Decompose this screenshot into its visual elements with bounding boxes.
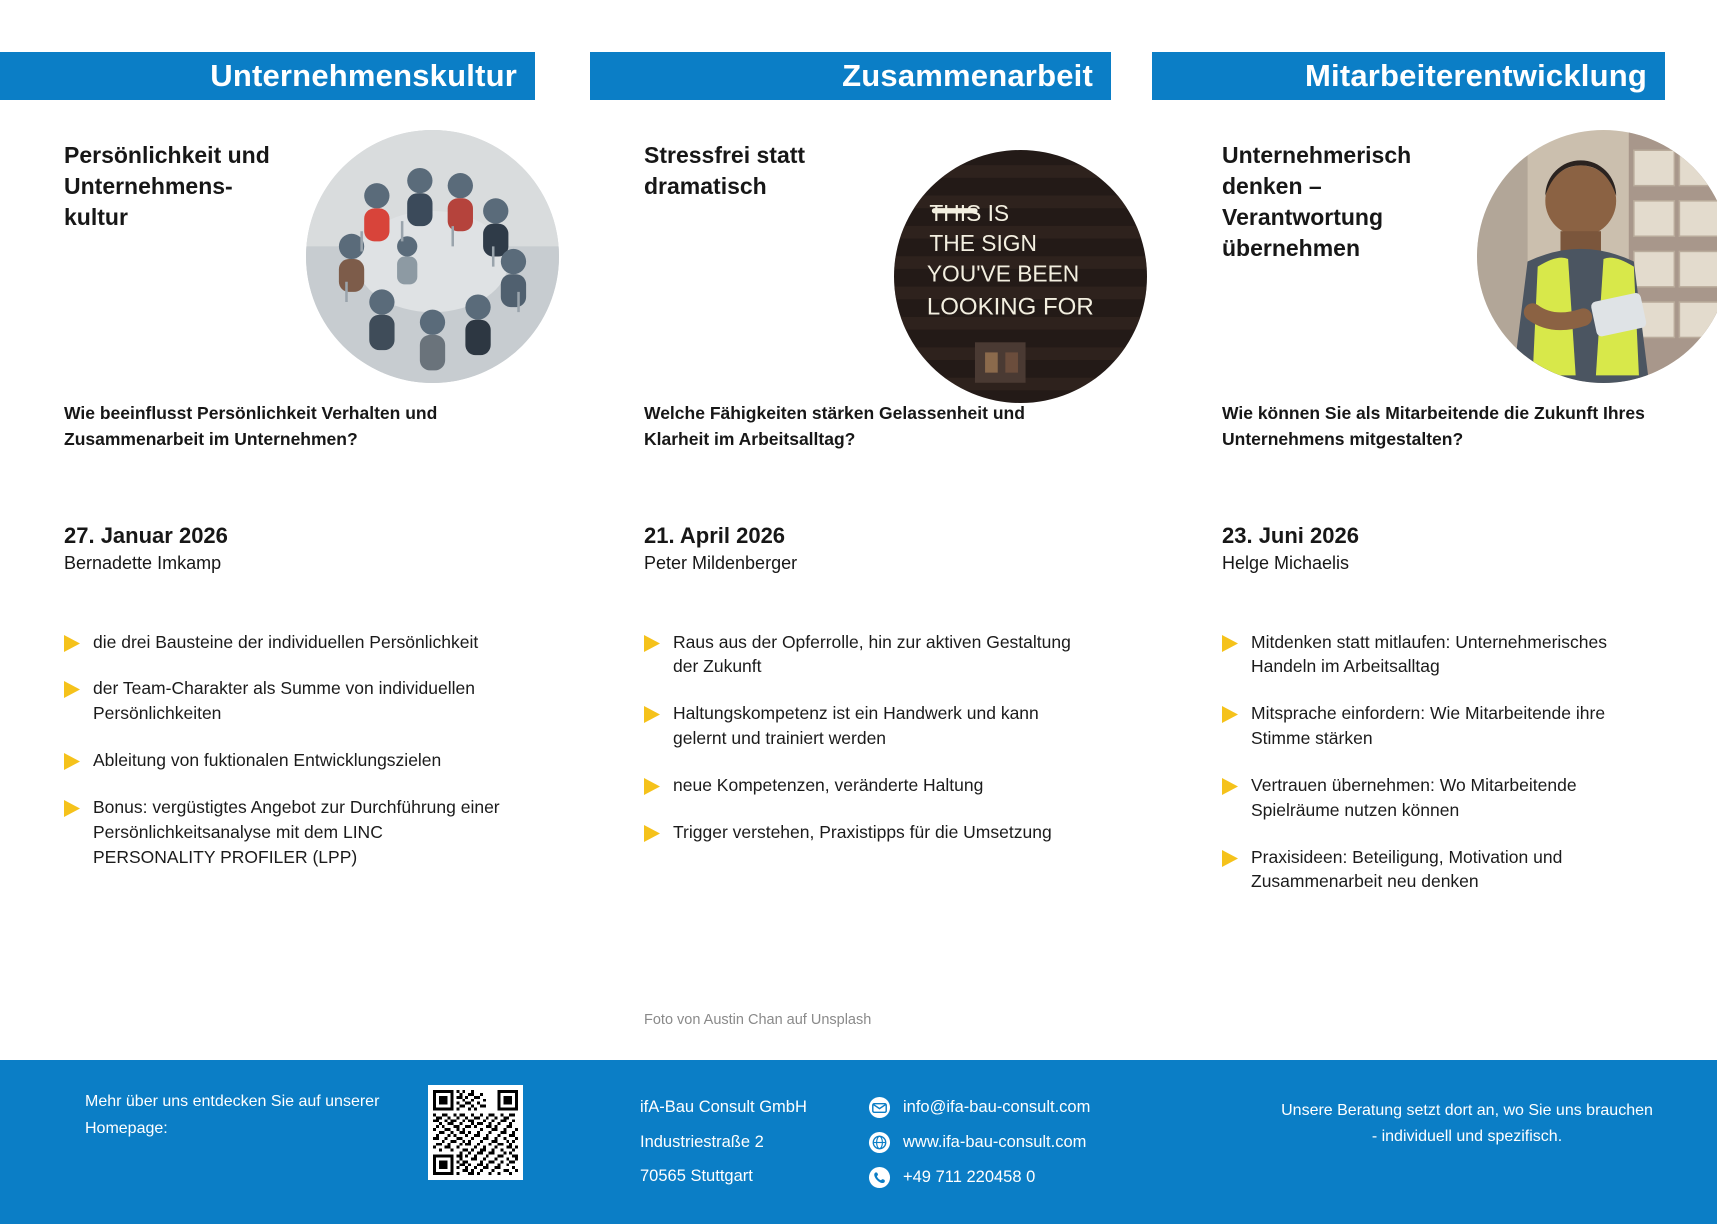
column-question: Wie beeinflusst Persönlichkeit Verhalten und Zusammenarbeit im Unternehmen? <box>64 403 438 450</box>
list-item <box>644 630 1114 680</box>
date-block <box>644 523 1114 574</box>
date-block <box>1222 523 1692 574</box>
triangle-bullet-icon <box>1222 778 1238 795</box>
list-item-text: Mitsprache einfordern: Wie Mitarbeitende ihre Stimme stärken <box>1251 703 1606 749</box>
footer-homepage-text: Mehr über uns entdecken Sie auf unserer Homepage: <box>85 1093 380 1138</box>
envelope-icon <box>868 1096 891 1119</box>
list-item-text: Ableitung von fuktionalen Entwicklungszielen <box>93 750 442 771</box>
date-block <box>64 523 534 574</box>
globe-icon <box>868 1131 891 1154</box>
column-header-row <box>0 52 1717 100</box>
column-unternehmenskultur <box>64 130 534 891</box>
triangle-bullet-icon <box>64 681 80 698</box>
contact-phone-text: +49 711 220458 0 <box>903 1168 1036 1187</box>
company-name: ifA-Bau Consult GmbH <box>640 1098 807 1116</box>
footer-claim: Unsere Beratung setzt dort an, wo Sie uns brauchen - individuell und spezifisch. <box>1281 1102 1653 1145</box>
bullet-list <box>1222 630 1692 895</box>
contact-email[interactable] <box>868 1090 1090 1125</box>
list-item <box>64 630 534 655</box>
svg-text:THE SIGN: THE SIGN <box>929 230 1037 257</box>
triangle-bullet-icon <box>644 825 660 842</box>
workshop-circle-photo <box>306 130 559 383</box>
company-city: 70565 Stuttgart <box>640 1167 753 1186</box>
list-item <box>644 820 1114 845</box>
column-title: Stressfrei statt dramatisch <box>644 142 806 200</box>
svg-text:YOU'VE BEEN: YOU'VE BEEN <box>926 260 1080 287</box>
triangle-bullet-icon <box>644 778 660 795</box>
triangle-bullet-icon <box>644 706 660 723</box>
triangle-bullet-icon <box>1222 850 1238 867</box>
list-item-text: Haltungskompetenz ist ein Handwerk und kann gelernt und trainiert werden <box>673 703 1039 749</box>
title-row <box>644 130 1114 400</box>
list-item-text: Raus aus der Opferrolle, hin zur aktiven Gestaltung der Zukunft <box>673 631 1071 677</box>
triangle-bullet-icon <box>1222 706 1238 723</box>
event-date: 27. Januar 2026 <box>64 522 228 548</box>
column-header-zusammenarbeit: Zusammenarbeit <box>590 52 1111 100</box>
triangle-bullet-icon <box>64 800 80 817</box>
event-speaker: Bernadette Imkamp <box>64 552 222 573</box>
contact-phone[interactable] <box>868 1160 1090 1195</box>
event-date: 23. Juni 2026 <box>1222 522 1359 548</box>
footer <box>0 1060 1717 1224</box>
column-question: Wie können Sie als Mitarbeitende die Zukunft Ihres Unternehmens mitgestalten? <box>1222 403 1645 450</box>
column-title: Unternehmerisch denken – Verantwortung übernehmen <box>1222 142 1412 262</box>
triangle-bullet-icon <box>64 753 80 770</box>
column-mitarbeiterentwicklung <box>1222 130 1692 916</box>
phone-icon <box>868 1166 891 1189</box>
list-item <box>644 773 1114 798</box>
photo-credit: Foto von Austin Chan auf Unsplash <box>644 1012 872 1028</box>
list-item-text: die drei Bausteine der individuellen Persönlichkeit <box>93 631 479 652</box>
list-item <box>1222 630 1692 680</box>
bullet-list <box>644 630 1114 845</box>
triangle-bullet-icon <box>1222 635 1238 652</box>
list-item-text: Mitdenken statt mitlaufen: Unternehmerisches Handeln im Arbeitsalltag <box>1251 631 1607 677</box>
event-speaker: Helge Michaelis <box>1222 552 1350 573</box>
contact-email-text: info@ifa-bau-consult.com <box>903 1098 1091 1117</box>
contact-website-text: www.ifa-bau-consult.com <box>903 1133 1087 1152</box>
warehouse-worker-photo <box>1477 130 1717 383</box>
footer-contact <box>868 1090 1090 1195</box>
qr-code[interactable] <box>428 1085 523 1180</box>
list-item <box>1222 845 1692 895</box>
column-zusammenarbeit <box>644 130 1114 867</box>
column-title: Persönlichkeit und Unternehmens-kultur <box>64 142 270 231</box>
column-header-unternehmenskultur: Unternehmenskultur <box>0 52 535 100</box>
list-item-text: Trigger verstehen, Praxistipps für die Umsetzung <box>673 821 1052 842</box>
list-item-text: der Team-Charakter als Summe von individuellen Persönlichkeiten <box>93 678 475 724</box>
footer-address <box>640 1090 807 1194</box>
list-item <box>64 795 534 870</box>
title-row <box>1222 130 1692 400</box>
list-item <box>1222 701 1692 751</box>
column-header-mitarbeiterentwicklung: Mitarbeiterentwicklung <box>1152 52 1665 100</box>
bullet-list <box>64 630 534 870</box>
column-question: Welche Fähigkeiten stärken Gelassenheit und Klarheit im Arbeitsalltag? <box>644 403 1025 450</box>
svg-text:LOOKING FOR: LOOKING FOR <box>926 293 1094 321</box>
triangle-bullet-icon <box>644 635 660 652</box>
neon-sign-photo <box>894 150 1147 403</box>
list-item-text: neue Kompetenzen, veränderte Haltung <box>673 774 984 795</box>
contact-website[interactable] <box>868 1125 1090 1160</box>
list-item-text: Bonus: vergüstigtes Angebot zur Durchführung einer Persönlichkeitsanalyse mit dem LINC PERSONALITY PROFILER (LPP) <box>93 796 500 867</box>
list-item <box>64 676 534 726</box>
event-date: 21. April 2026 <box>644 522 786 548</box>
title-row <box>64 130 534 400</box>
list-item-text: Vertrauen übernehmen: Wo Mitarbeitende Spielräume nutzen können <box>1251 774 1577 820</box>
list-item <box>64 748 534 773</box>
list-item <box>1222 773 1692 823</box>
triangle-bullet-icon <box>64 635 80 652</box>
list-item-text: Praxisideen: Beteiligung, Motivation und Zusammenarbeit neu denken <box>1251 846 1563 892</box>
svg-text:THIS IS: THIS IS <box>929 199 1010 226</box>
event-speaker: Peter Mildenberger <box>644 552 798 573</box>
company-street: Industriestraße 2 <box>640 1132 764 1151</box>
list-item <box>644 701 1114 751</box>
